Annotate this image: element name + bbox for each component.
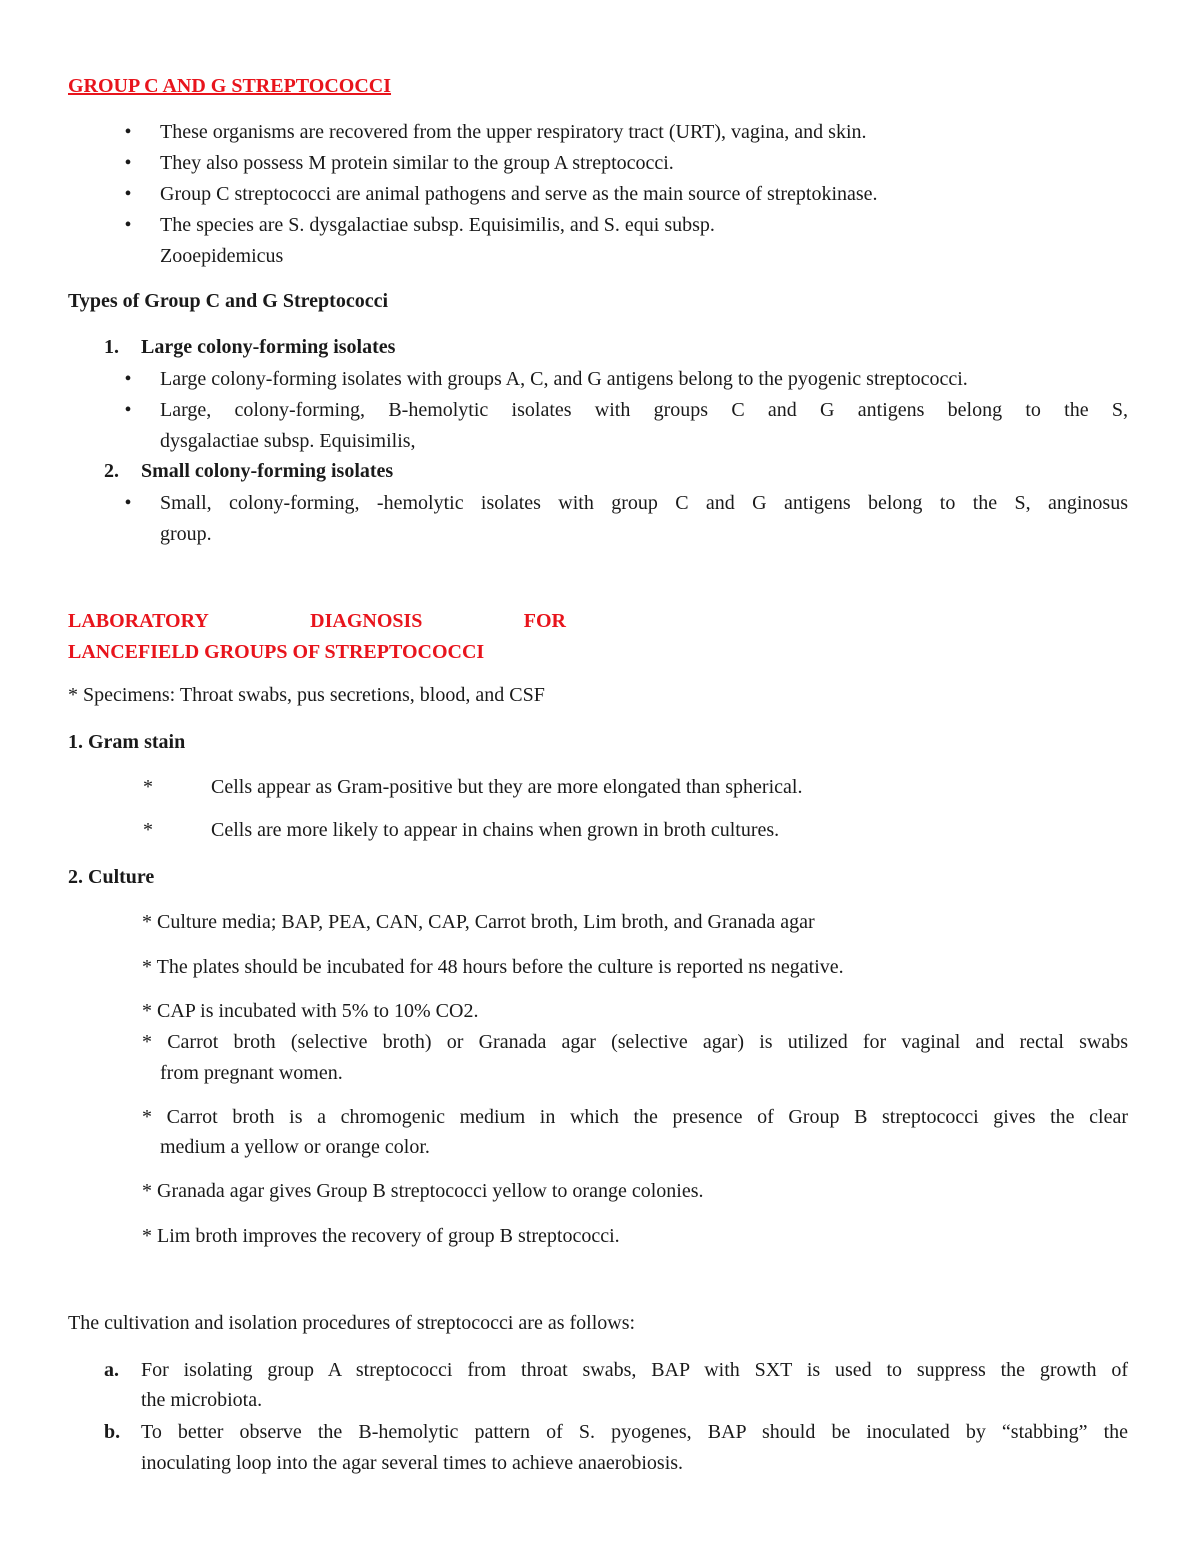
type-point: Large colony-forming isolates with groups A, C, and G antigens belong to the pyogenic streptococci. <box>160 368 968 390</box>
lab-title-word: FOR <box>523 610 566 632</box>
bullet-icon: • <box>124 214 132 236</box>
gram-point: Cells are more likely to appear in chains when grown in broth cultures. <box>211 819 780 841</box>
type-point: Small, colony-forming, -hemolytic isolates with group C and G antigens belong to the S, anginosus <box>160 492 1128 514</box>
culture-point: * CAP is incubated with 5% to 10% CO2. <box>142 1000 479 1022</box>
culture-point-continuation: medium a yellow or orange color. <box>160 1136 430 1158</box>
section-title-group-c-g: GROUP C AND G STREPTOCOCCI <box>68 75 392 97</box>
list-letter: a. <box>104 1359 119 1381</box>
type-label: Small colony-forming isolates <box>141 460 394 482</box>
bullet-icon: • <box>124 492 132 514</box>
bullet-icon: • <box>124 183 132 205</box>
bullet-text: Group C streptococci are animal pathogens and serve as the main source of streptokinase. <box>160 183 878 205</box>
lab-title-word: DIAGNOSIS <box>310 610 423 632</box>
bullet-text: They also possess M protein similar to the group A streptococci. <box>160 152 674 174</box>
bullet-text: These organisms are recovered from the upper respiratory tract (URT), vagina, and skin. <box>160 121 867 143</box>
culture-point: * Carrot broth is a chromogenic medium in which the presence of Group B streptococci gives the clear <box>142 1106 1128 1128</box>
bullet-icon: • <box>124 121 132 143</box>
bullet-text-continuation: Zooepidemicus <box>160 245 284 267</box>
culture-point: * Carrot broth (selective broth) or Granada agar (selective agar) is utilized for vaginal and rectal swabs <box>142 1031 1128 1053</box>
type-point: Large, colony-forming, B-hemolytic isolates with groups C and G antigens belong to the S, <box>160 399 1128 421</box>
cultivation-item-line: To better observe the B-hemolytic pattern of S. pyogenes, BAP should be inoculated by “stabbing” the <box>141 1421 1128 1443</box>
culture-point: * Granada agar gives Group B streptococci yellow to orange colonies. <box>142 1180 704 1202</box>
asterisk-marker: * <box>143 819 153 841</box>
type-number: 2. <box>104 460 119 482</box>
culture-heading: 2. Culture <box>68 866 155 888</box>
cultivation-intro: The cultivation and isolation procedures of streptococci are as follows: <box>68 1312 636 1334</box>
bullet-icon: • <box>124 152 132 174</box>
bullet-icon: • <box>124 399 132 421</box>
culture-point: * The plates should be incubated for 48 hours before the culture is reported ns negative. <box>142 956 844 978</box>
lab-title-line2: LANCEFIELD GROUPS OF STREPTOCOCCI <box>68 641 485 663</box>
cultivation-item-line: inoculating loop into the agar several times to achieve anaerobiosis. <box>141 1452 684 1474</box>
types-heading: Types of Group C and G Streptococci <box>68 290 389 312</box>
list-letter: b. <box>104 1421 121 1443</box>
type-label: Large colony-forming isolates <box>141 336 396 358</box>
culture-point: * Culture media; BAP, PEA, CAN, CAP, Carrot broth, Lim broth, and Granada agar <box>142 911 815 933</box>
type-point-continuation: group. <box>160 523 212 545</box>
lab-title-line1 <box>68 606 566 637</box>
bullet-text: The species are S. dysgalactiae subsp. Equisimilis, and S. equi subsp. <box>160 214 715 236</box>
culture-point: * Lim broth improves the recovery of group B streptococci. <box>142 1225 620 1247</box>
cultivation-item-line: the microbiota. <box>141 1389 263 1411</box>
bullet-icon: • <box>124 368 132 390</box>
specimens-line: * Specimens: Throat swabs, pus secretions, blood, and CSF <box>68 684 545 706</box>
cultivation-item-line: For isolating group A streptococci from throat swabs, BAP with SXT is used to suppress the growth of <box>141 1359 1128 1381</box>
gram-stain-heading: 1. Gram stain <box>68 731 186 753</box>
gram-point: Cells appear as Gram-positive but they are more elongated than spherical. <box>211 776 803 798</box>
asterisk-marker: * <box>143 776 153 798</box>
type-point-continuation: dysgalactiae subsp. Equisimilis, <box>160 430 416 452</box>
lab-title-word: LABORATORY <box>68 610 209 632</box>
culture-point-continuation: from pregnant women. <box>160 1062 343 1084</box>
type-number: 1. <box>104 336 119 358</box>
